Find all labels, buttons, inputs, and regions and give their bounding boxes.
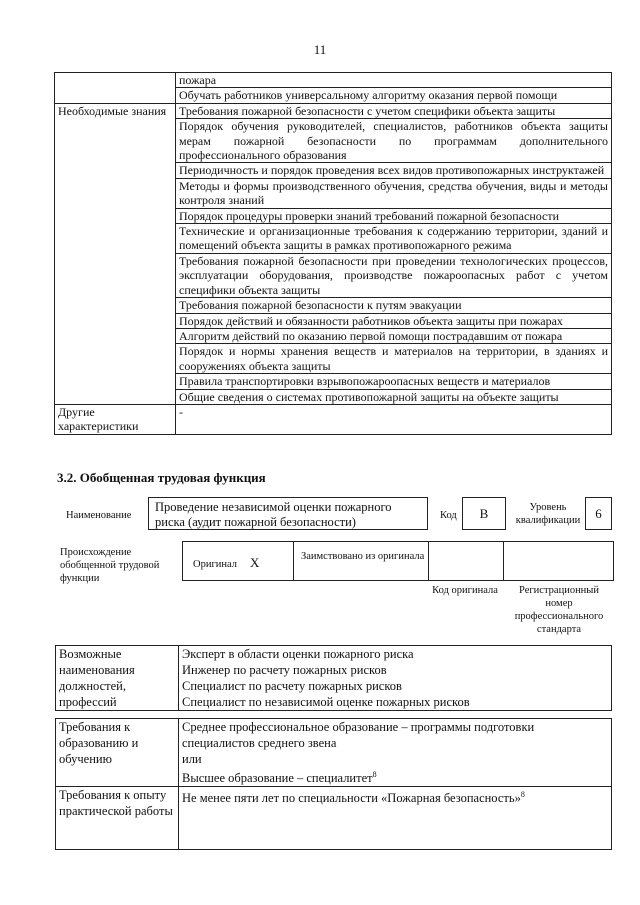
- code-label: Код: [440, 510, 457, 521]
- code-original-caption: Код оригинала: [432, 585, 498, 596]
- reg-number-caption: Регистрационный номер профессионального стандарта: [514, 585, 604, 635]
- row-value: пожара: [176, 73, 612, 88]
- education-line: Среднее профессиональное образование – программы подготовки специалистов среднего звена: [182, 720, 535, 750]
- row-value: Методы и формы производственного обучения, средства обучения, виды и методы контроля знаний: [176, 178, 612, 208]
- row-label: [55, 73, 176, 104]
- divider: [293, 542, 294, 580]
- positions-values: [179, 646, 612, 711]
- level-label: Уровень квалификации: [515, 502, 581, 526]
- position-item: Специалист по независимой оценке пожарных рисков: [182, 695, 470, 709]
- row-value: Порядок действий и обязанности работников объекта защиты при пожарах: [176, 313, 612, 328]
- education-line: Высшее образование – специалитет$^8$: [182, 770, 377, 786]
- row-value: Алгоритм действий по оказанию первой помощи пострадавшим от пожара: [176, 328, 612, 343]
- row-value: Порядок обучения руководителей, специалистов, работников объекта защиты мерам пожарной безопасности по программам дополнительного профессионального образования: [176, 119, 612, 163]
- position-item: Эксперт в области оценки пожарного риска: [182, 647, 414, 661]
- education-line: или: [182, 752, 202, 766]
- borrowed-label: Заимствовано из оригинала: [301, 551, 425, 562]
- row-label: Необходимые знания: [55, 103, 176, 404]
- row-value: Обучать работников универсальному алгоритму оказания первой помощи: [176, 88, 612, 103]
- table-row: [55, 404, 612, 434]
- position-item: Инженер по расчету пожарных рисков: [182, 663, 387, 677]
- row-value: Требования пожарной безопасности с учетом специфики объекта защиты: [176, 103, 612, 118]
- origin-box: [182, 541, 614, 581]
- row-value: Технические и организационные требования к содержанию территории, зданий и помещений объекта защиты в рамках противопожарного режима: [176, 224, 612, 254]
- level-value: 6: [585, 497, 612, 530]
- original-label: Оригинал: [193, 559, 237, 570]
- knowledge-table: [54, 72, 612, 435]
- requirements-table: [55, 718, 612, 850]
- experience-value: Не менее пяти лет по специальности «Пожарная безопасность»$^8$: [179, 787, 612, 850]
- row-value: Правила транспортировки взрывопожароопасных веществ и материалов: [176, 374, 612, 389]
- row-value: Периодичность и порядок проведения всех видов противопожарных инструктажей: [176, 163, 612, 178]
- table-row: [55, 73, 612, 88]
- row-value: Требования пожарной безопасности к путям эвакуации: [176, 298, 612, 313]
- code-value: B: [462, 497, 506, 530]
- row-value: Требования пожарной безопасности при проведении технологических процессов, эксплуатации оборудования, производстве пожароопасных работ с учетом специфики объекта защиты: [176, 253, 612, 297]
- row-value: Порядок и нормы хранения веществ и материалов на территории, в зданиях и сооружениях объекта защиты: [176, 344, 612, 374]
- positions-label: Возможные наименования должностей, профессий: [56, 646, 179, 711]
- position-item: Специалист по расчету пожарных рисков: [182, 679, 402, 693]
- experience-label: Требования к опыту практической работы: [56, 787, 179, 850]
- section-title: 3.2. Обобщенная трудовая функция: [57, 470, 266, 485]
- divider: [428, 542, 429, 580]
- row-value: Порядок процедуры проверки знаний требований пожарной безопасности: [176, 208, 612, 223]
- row-label: Другие характеристики: [55, 404, 176, 434]
- divider: [503, 542, 504, 580]
- name-label: Наименование: [66, 510, 132, 521]
- original-mark: X: [250, 555, 260, 570]
- table-row: [55, 103, 612, 118]
- row-value: Общие сведения о системах противопожарной защиты на объекте защиты: [176, 389, 612, 404]
- education-label: Требования к образованию и обучению: [56, 719, 179, 787]
- function-name: Проведение независимой оценки пожарного риска (аудит пожарной безопасности): [148, 497, 428, 530]
- positions-table: [55, 645, 612, 711]
- origin-label: Происхождение обобщенной трудовой функции: [60, 547, 160, 584]
- row-value: -: [176, 404, 612, 434]
- education-value: [179, 719, 612, 787]
- page-number: 11: [313, 42, 327, 57]
